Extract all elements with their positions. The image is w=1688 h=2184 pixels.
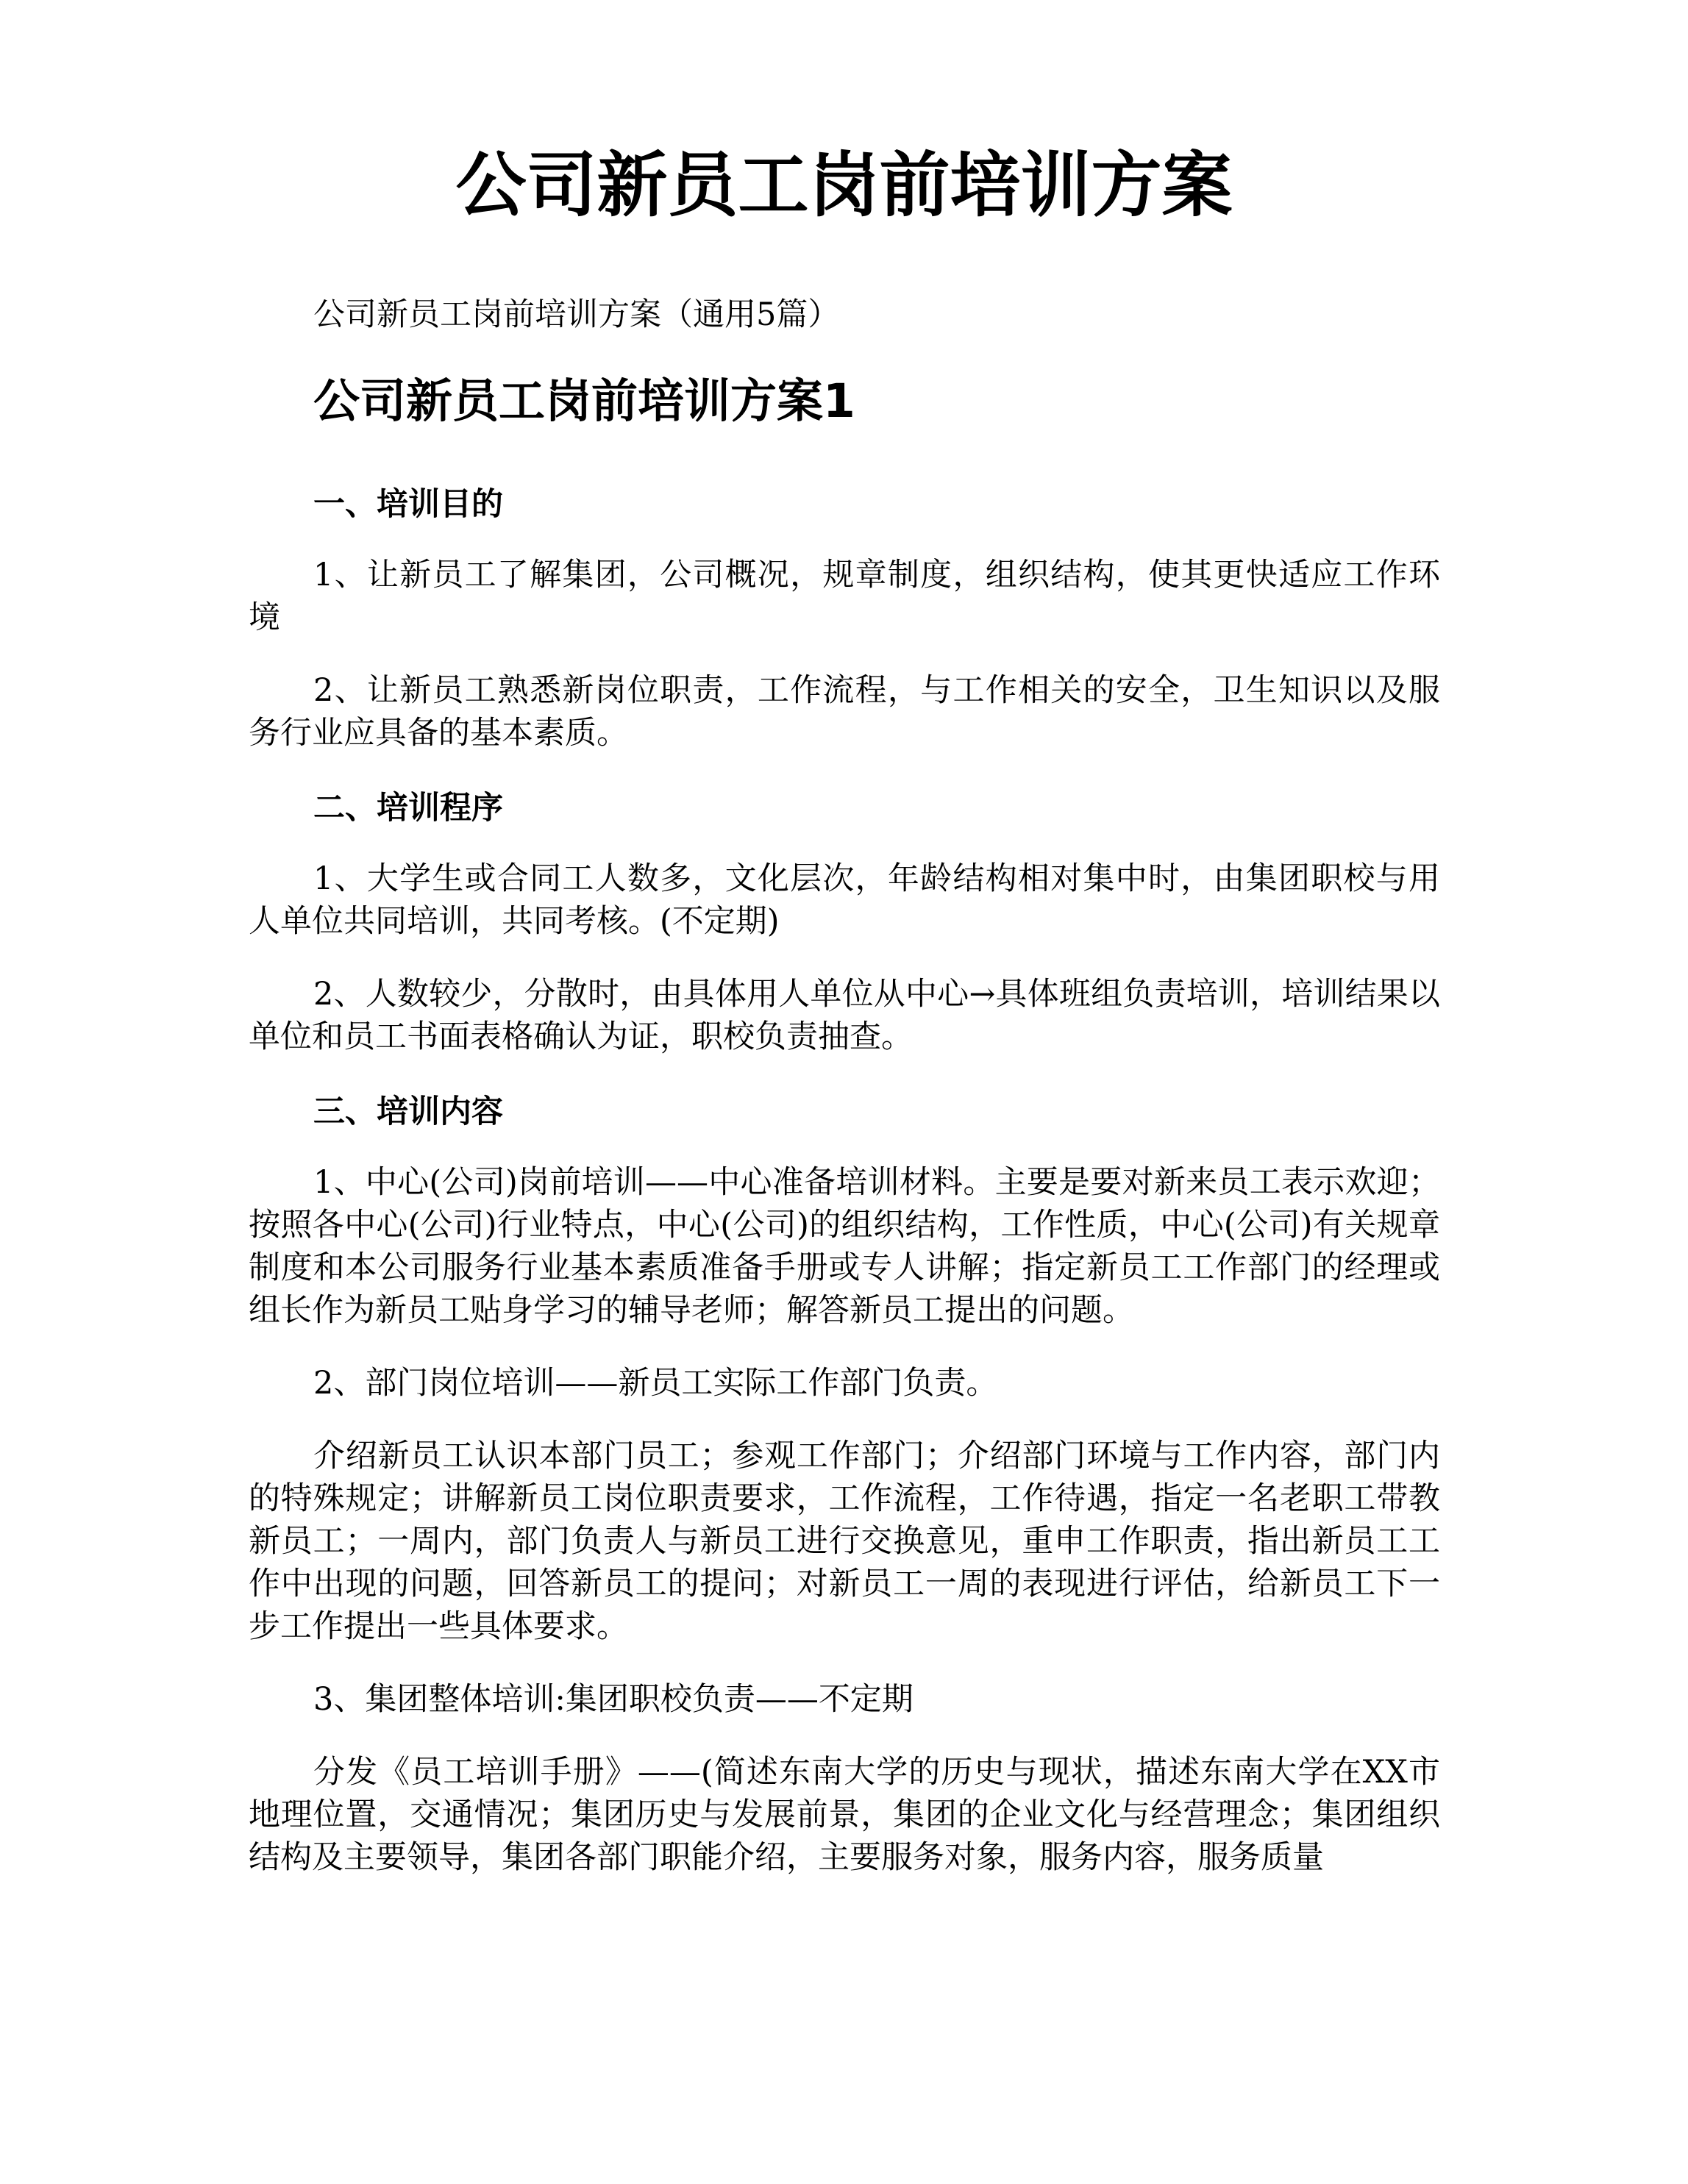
section-title: 公司新员工岗前培训方案1 [313,374,855,428]
paragraph: 2、让新员工熟悉新岗位职责，工作流程，与工作相关的安全，卫生知识以及服务行业应具备的基本素质。 [249,672,1440,752]
paragraph: 3、集团整体培训:集团职校负责——不定期 [313,1681,914,1718]
paragraph: 1、让新员工了解集团，公司概况，规章制度，组织结构，使其更快适应工作环境 [249,557,1440,636]
paragraph: 1、大学生或合同工人数多，文化层次，年龄结构相对集中时，由集团职校与用人单位共同培训，共同考核。(不定期) [249,860,1440,940]
paragraph: 分发《员工培训手册》——(简述东南大学的历史与现状，描述东南大学在XX市地理位置，交通情况；集团历史与发展前景，集团的企业文化与经营理念；集团组织结构及主要领导，集团各部门职能介绍，主要服务对象，服务内容，服务质量 [249,1754,1440,1876]
heading-training-procedure: 二、培训程序 [313,790,503,827]
paragraph: 介绍新员工认识本部门员工；参观工作部门；介绍部门环境与工作内容，部门内的特殊规定；讲解新员工岗位职责要求，工作流程，工作待遇，指定一名老职工带教新员工；一周内，部门负责人与新员工进行交换意见，重申工作职责，指出新员工工作中出现的问题，回答新员工的提问；对新员工一周的表现进行评估，给新员工下一步工作提出一些具体要求。 [249,1438,1440,1645]
document-body [249,291,1440,1909]
document-subtitle: 公司新员工岗前培训方案（通用5篇） [313,296,840,333]
paragraph: 1、中心(公司)岗前培训——中心准备培训材料。主要是要对新来员工表示欢迎；按照各中心(公司)行业特点，中心(公司)的组织结构，工作性质，中心(公司)有关规章制度和本公司服务行业基本素质准备手册或专人讲解；指定新员工工作部门的经理或组长作为新员工贴身学习的辅导老师；解答新员工提出的问题。 [249,1164,1440,1329]
paragraph: 2、人数较少，分散时，由具体用人单位从中心→具体班组负责培训，培训结果以单位和员工书面表格确认为证，职校负责抽查。 [249,976,1440,1055]
document-title: 公司新员工岗前培训方案 [455,144,1233,226]
heading-training-content: 三、培训内容 [313,1093,503,1130]
paragraph: 2、部门岗位培训——新员工实际工作部门负责。 [313,1365,998,1402]
heading-training-purpose: 一、培训目的 [313,486,503,523]
